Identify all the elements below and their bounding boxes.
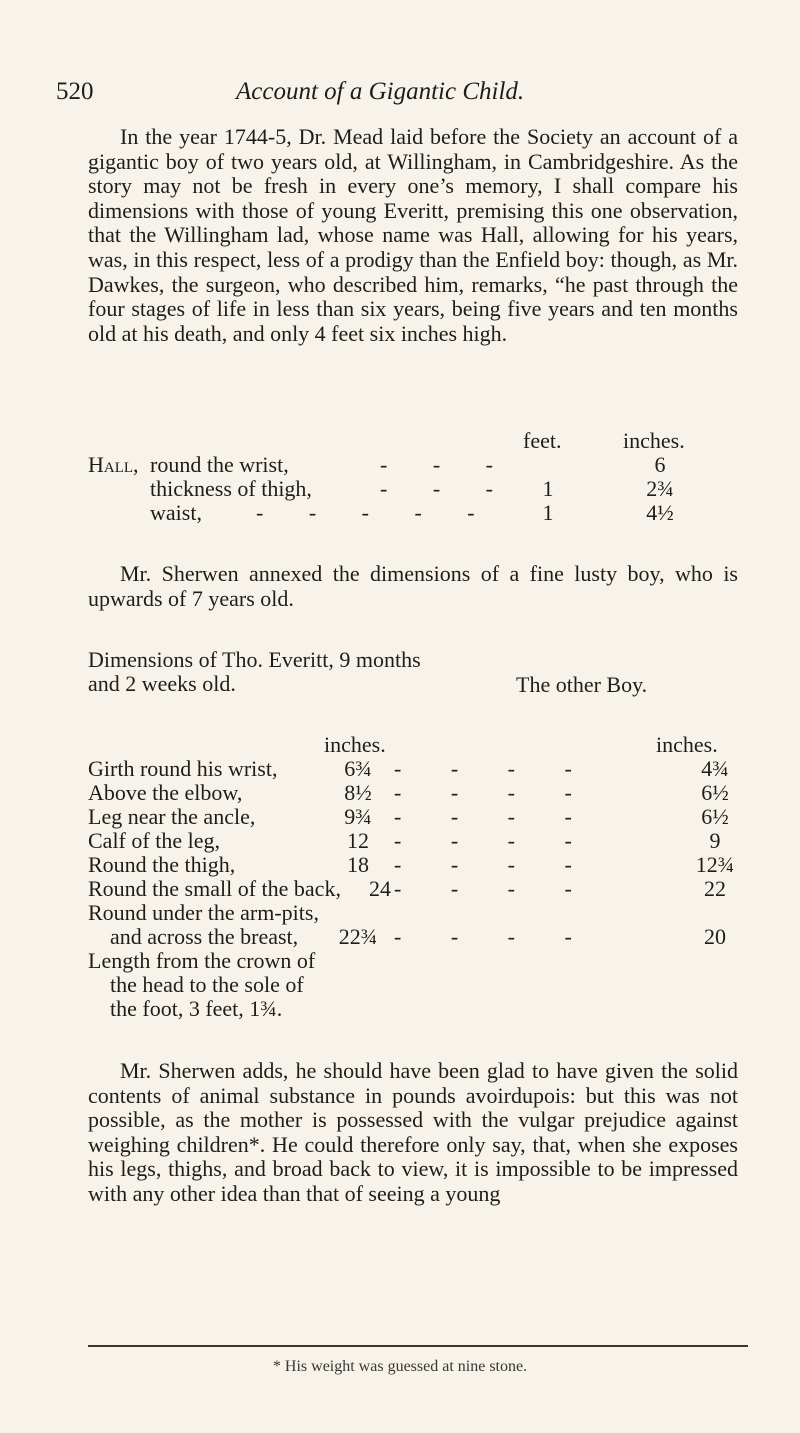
- row-label: Calf of the leg,: [88, 828, 220, 853]
- other-boy-value: 12¾: [695, 852, 735, 877]
- row-label: Leg near the ancle,: [88, 804, 256, 829]
- leader-dashes: - - - -: [394, 780, 594, 805]
- other-boy-value: 4¾: [701, 756, 729, 781]
- leader-dashes: - - - -: [394, 804, 594, 829]
- everitt-value: 6¾: [344, 756, 372, 781]
- table-row: [88, 900, 748, 924]
- row-label: and across the breast,: [110, 924, 299, 949]
- leader-dashes: - - - -: [394, 852, 594, 877]
- row-label: Above the elbow,: [88, 780, 243, 805]
- table-row: [88, 996, 748, 1020]
- leader-dashes: - - -: [380, 452, 513, 477]
- table-heading: Dimensions of Tho. Everitt, 9 months and 2 weeks old.: [88, 647, 421, 696]
- everitt-value: 24: [369, 876, 391, 901]
- inches-value: 2¾: [646, 476, 674, 501]
- row-label: Girth round his wrist,: [88, 756, 278, 781]
- leader-dashes: - - - -: [394, 756, 594, 781]
- inches-value: 6: [654, 452, 666, 477]
- row-label: round the wrist,: [150, 452, 289, 477]
- everitt-value: 8½: [344, 780, 372, 805]
- column-heading-feet: feet.: [523, 428, 562, 453]
- table-row: [88, 924, 748, 948]
- everitt-value: 12: [347, 828, 369, 853]
- paragraph-hall-intro: In the year 1744-5, Dr. Mead laid before the Society an account of a gigantic boy of two years old, at Willingham, in Cambridgeshire. As the story may not be fresh in every one’s memory, I shall compare his dimensions with those of young Everitt, premising this one observation, that the Willingham lad, whose name was Hall, allowing for his years, was, in this respect, less of a prodigy than the Enfield boy: though, as Mr. Dawkes, the surgeon, who described him, remarks, “he past through the four stages of life in less than six years, being five years and ten months old at his death, and only 4 feet six inches high.: [88, 124, 738, 346]
- table-row: [88, 972, 748, 996]
- table-row: [88, 804, 748, 828]
- row-label: waist,: [150, 500, 202, 525]
- column-heading-inches-everitt: inches.: [324, 732, 386, 757]
- everitt-value: 22¾: [338, 924, 378, 949]
- row-label: the foot, 3 feet, 1¾.: [110, 996, 283, 1021]
- row-label: Round under the arm-pits,: [88, 900, 319, 925]
- other-boy-value: 9: [709, 828, 721, 853]
- inches-value: 4½: [646, 500, 674, 525]
- running-title: Account of a Gigantic Child.: [236, 78, 525, 105]
- leader-dashes: - - -: [380, 476, 513, 501]
- row-label: Round the small of the back,: [88, 876, 341, 901]
- row-label: the head to the sole of: [110, 972, 304, 997]
- column-heading-inches: inches.: [623, 428, 685, 453]
- paragraph-weighing: Mr. Sherwen adds, he should have been glad to have given the solid contents of animal substance in pounds avoirdupois: but this was not possible, as the mother is possessed with the vulgar prejudice against weighing children*. He could therefore only say, that, when she exposes his legs, thighs, and broad back to view, it is impossible to be impressed with any other idea than that of seeing a young: [88, 1058, 738, 1206]
- leader-dashes: - - - -: [394, 924, 594, 949]
- feet-value: 1: [542, 500, 554, 525]
- footnote-divider: [88, 1345, 748, 1347]
- everitt-value: 18: [347, 852, 369, 877]
- leader-dashes: - - - -: [394, 876, 594, 901]
- other-boy-value: 22: [704, 876, 726, 901]
- row-label: Length from the crown of: [88, 948, 316, 973]
- page-number: 520: [56, 78, 94, 105]
- row-label: thickness of thigh,: [150, 476, 312, 501]
- leader-dashes: - - - - -: [256, 500, 495, 525]
- footnote: * His weight was guessed at nine stone.: [272, 1358, 528, 1375]
- everitt-value: 9¾: [344, 804, 372, 829]
- row-label: Round the thigh,: [88, 852, 236, 877]
- hall-name: Hall,: [88, 452, 139, 477]
- column-heading-inches-other: inches.: [656, 732, 718, 757]
- table-row: [88, 852, 748, 876]
- paragraph-sherwen: Mr. Sherwen annexed the dimensions of a fine lusty boy, who is upwards of 7 years old.: [88, 561, 738, 611]
- feet-value: 1: [542, 476, 554, 501]
- table-row: [88, 756, 748, 780]
- table-row: [88, 948, 748, 972]
- other-boy-heading: The other Boy.: [516, 672, 648, 697]
- table-row: [88, 780, 748, 804]
- table-row: [88, 828, 748, 852]
- other-boy-value: 6½: [701, 780, 729, 805]
- other-boy-value: 20: [704, 924, 726, 949]
- other-boy-value: 6½: [701, 804, 729, 829]
- leader-dashes: - - - -: [394, 828, 594, 853]
- table-row: [88, 876, 748, 900]
